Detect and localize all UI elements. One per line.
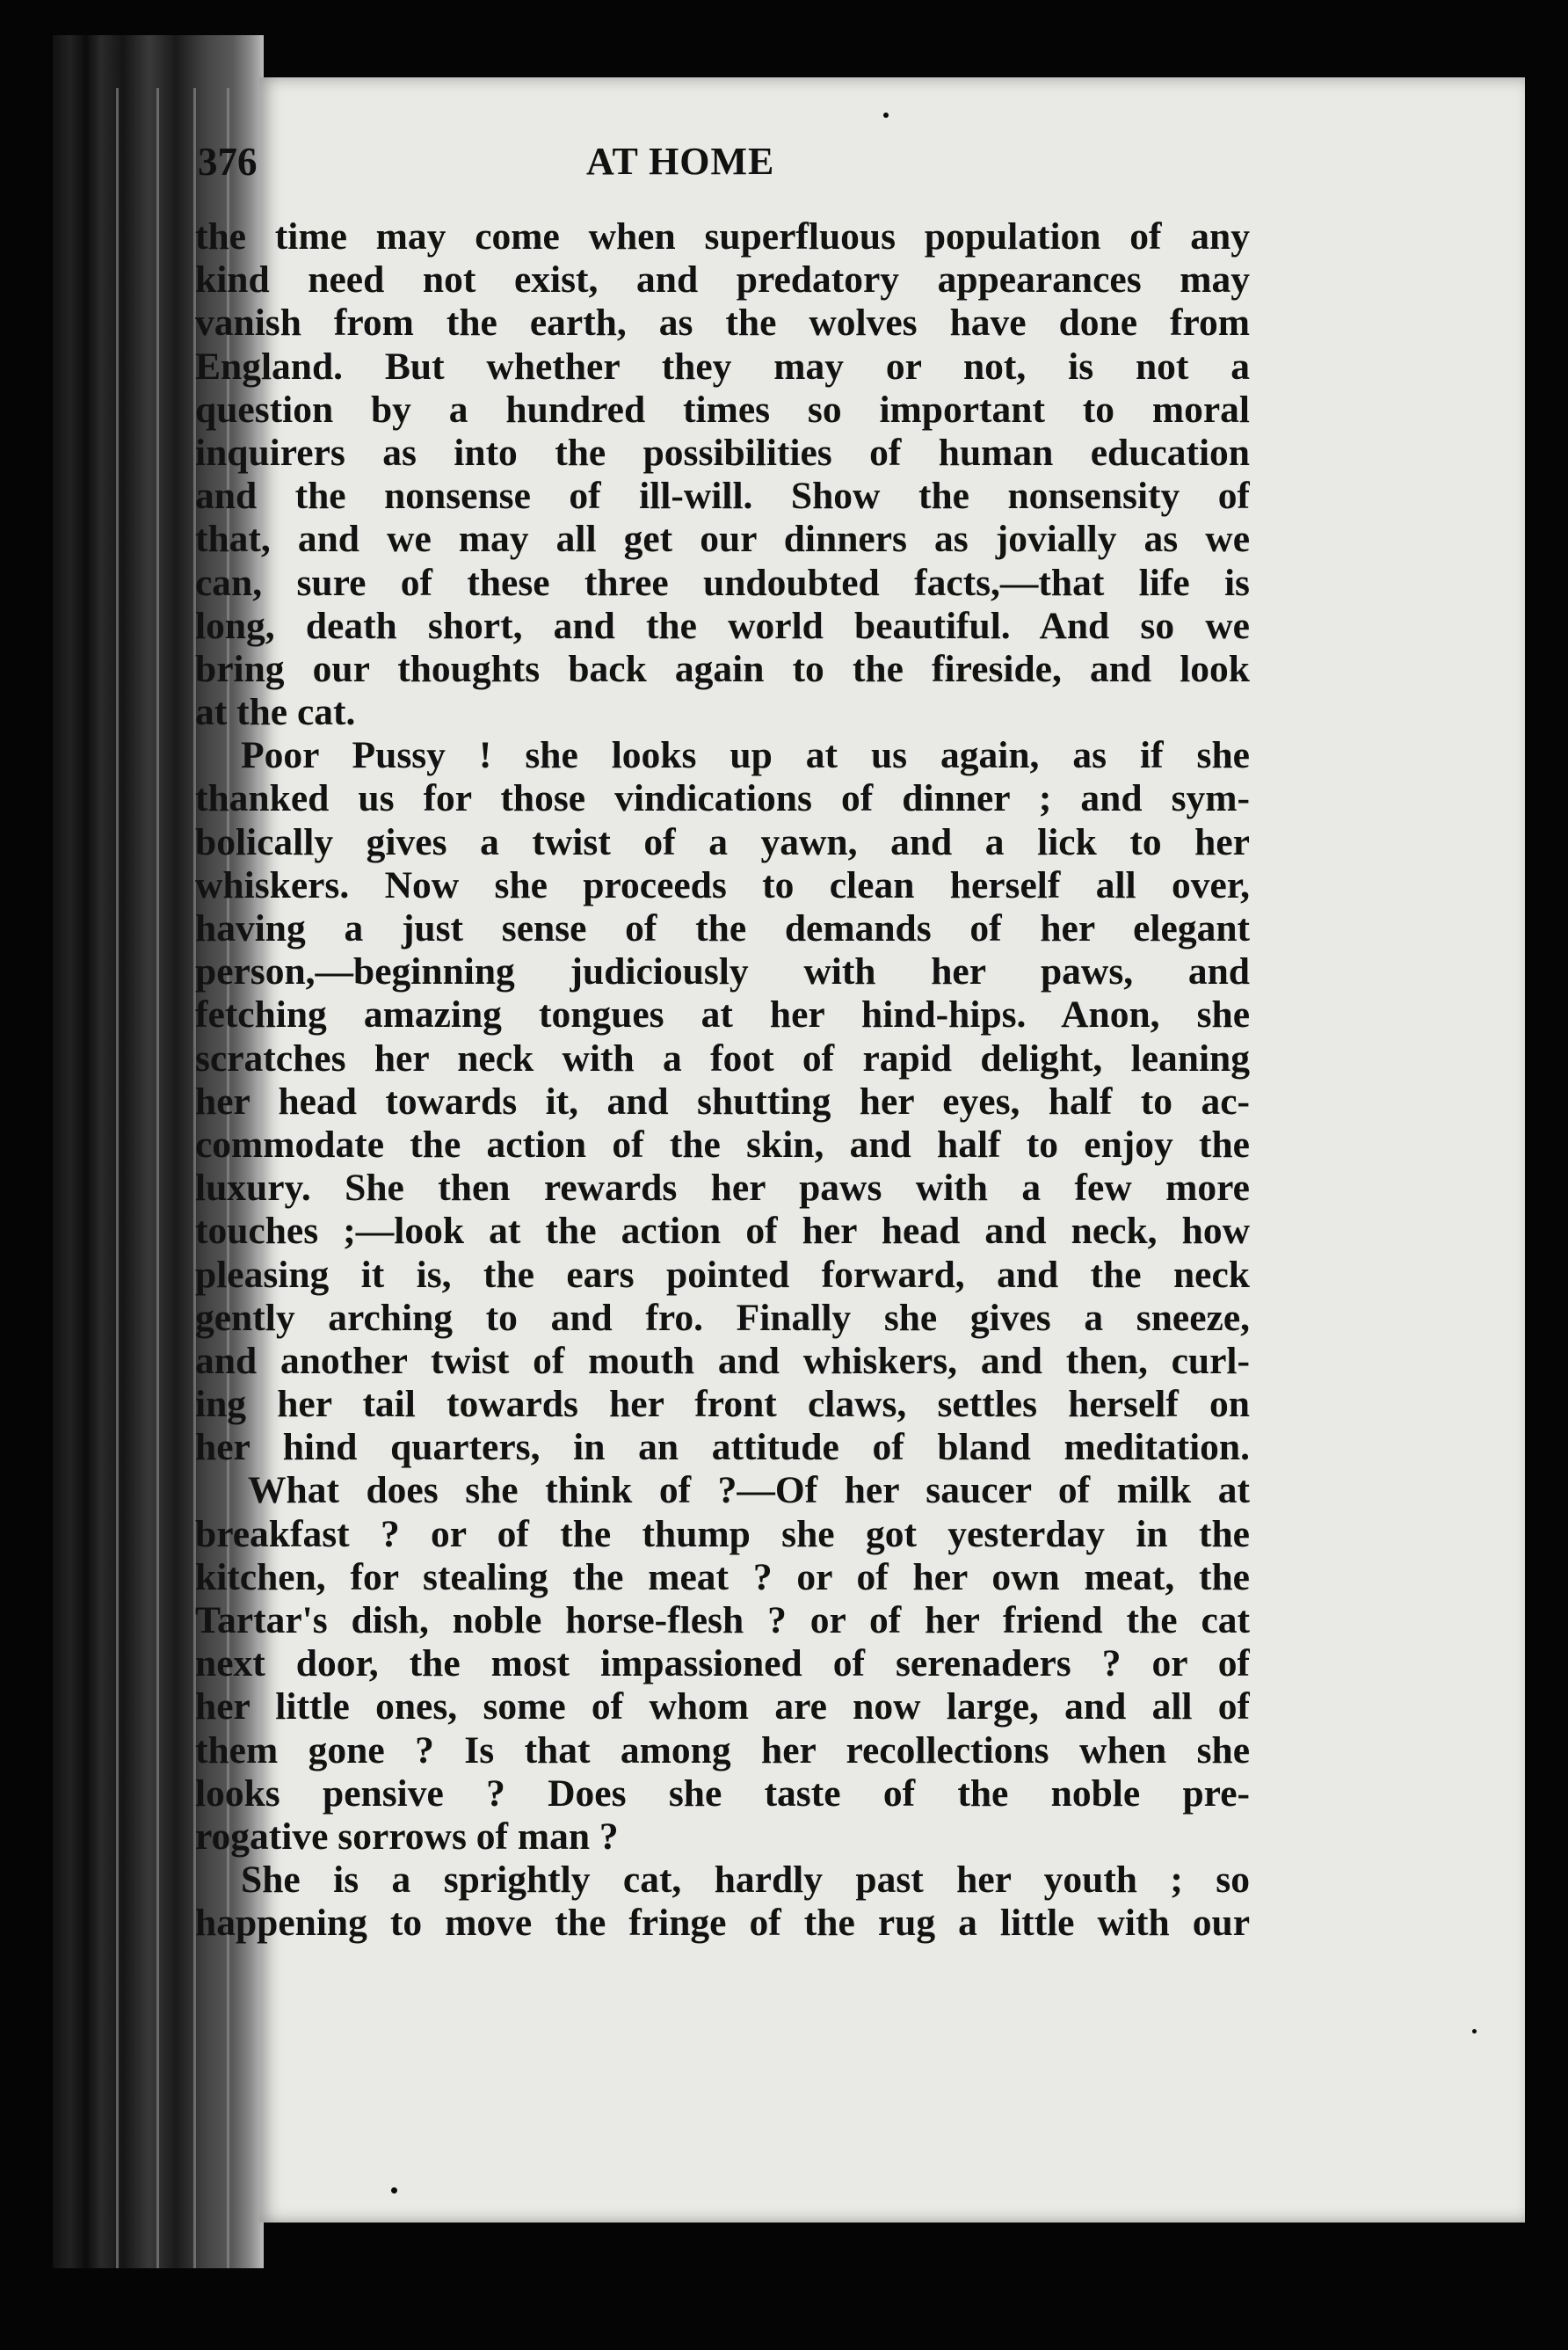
- text-line: her little ones, some of whom are now large, and all of: [195, 1685, 1250, 1728]
- text-line: rogative sorrows of man ?: [195, 1815, 619, 1858]
- paragraph: [195, 215, 1250, 734]
- text-line: can, sure of these three undoubted facts,—that life is: [195, 561, 1250, 604]
- text-line: inquirers as into the possibilities of human education: [195, 431, 1250, 474]
- text-line: looks pensive ? Does she taste of the noble pre-: [195, 1772, 1250, 1815]
- text-line: bring our thoughts back again to the fireside, and look: [195, 647, 1250, 690]
- text-line: fetching amazing tongues at her hind-hips. Anon, she: [195, 993, 1250, 1037]
- text-line: them gone ? Is that among her recollections when she: [195, 1728, 1250, 1772]
- text-line: kitchen, for stealing the meat ? or of her own meat, the: [195, 1555, 1250, 1598]
- running-head: [198, 139, 1270, 192]
- scan-speck: [883, 113, 889, 118]
- paragraph: [195, 1469, 1250, 1859]
- page-number: 376: [198, 140, 258, 184]
- text-line: thanked us for those vindications of dinner ; and sym-: [195, 777, 1250, 820]
- text-line: commodate the action of the skin, and half to enjoy the: [195, 1123, 1250, 1166]
- text-line: long, death short, and the world beautiful. And so we: [195, 604, 1250, 647]
- running-head-title: AT HOME: [586, 140, 775, 183]
- text-line: scratches her neck with a foot of rapid delight, leaning: [195, 1037, 1250, 1080]
- scan-speck: [1472, 2029, 1477, 2034]
- spine-edge-line: [156, 88, 159, 2268]
- text-line: breakfast ? or of the thump she got yesterday in the: [195, 1512, 1250, 1555]
- text-line: England. But whether they may or not, is not a: [195, 345, 1250, 388]
- text-line: whiskers. Now she proceeds to clean herself all over,: [195, 863, 1250, 906]
- text-line: next door, the most impassioned of serenaders ? or of: [195, 1642, 1250, 1685]
- text-line: bolically gives a twist of a yawn, and a lick to her: [195, 820, 1250, 863]
- text-line: luxury. She then rewards her paws with a few more: [195, 1167, 1250, 1210]
- text-line: vanish from the earth, as the wolves have done from: [195, 302, 1250, 345]
- text-line: happening to move the fringe of the rug a little with our: [195, 1902, 1250, 1945]
- text-line: question by a hundred times so important to moral: [195, 388, 1250, 431]
- text-line: person,—beginning judiciously with her paws, and: [195, 950, 1250, 993]
- body-text: [195, 215, 1250, 1946]
- text-line: and another twist of mouth and whiskers, and then, curl-: [195, 1339, 1250, 1382]
- text-line: Tartar's dish, noble horse-flesh ? or of her friend the cat: [195, 1599, 1250, 1641]
- text-line: ing her tail towards her front claws, settles herself on: [195, 1383, 1250, 1426]
- text-line: Poor Pussy ! she looks up at us again, as if she: [241, 734, 1250, 777]
- text-line: that, and we may all get our dinners as jovially as we: [195, 518, 1250, 561]
- text-line: her hind quarters, in an attitude of bland meditation.: [195, 1426, 1250, 1469]
- text-line: What does she think of ?—Of her saucer of milk at: [248, 1469, 1250, 1512]
- text-line: kind need not exist, and predatory appearances may: [195, 258, 1250, 302]
- scan-speck: [391, 2187, 397, 2194]
- spine-edge-line: [116, 88, 119, 2268]
- text-line: the time may come when superfluous population of any: [195, 215, 1250, 258]
- text-line: having a just sense of the demands of her elegant: [195, 907, 1250, 949]
- text-line: gently arching to and fro. Finally she gives a sneeze,: [195, 1296, 1250, 1339]
- text-line: pleasing it is, the ears pointed forward, and the neck: [195, 1253, 1250, 1296]
- text-line: and the nonsense of ill-will. Show the nonsensity of: [195, 475, 1250, 518]
- paragraph: [195, 734, 1250, 1469]
- text-line: She is a sprightly cat, hardly past her youth ; so: [241, 1859, 1250, 1902]
- text-line: her head towards it, and shutting her eyes, half to ac-: [195, 1080, 1250, 1123]
- text-line: at the cat.: [195, 691, 356, 734]
- paragraph: [195, 1859, 1250, 1945]
- text-line: touches ;—look at the action of her head and neck, how: [195, 1210, 1250, 1253]
